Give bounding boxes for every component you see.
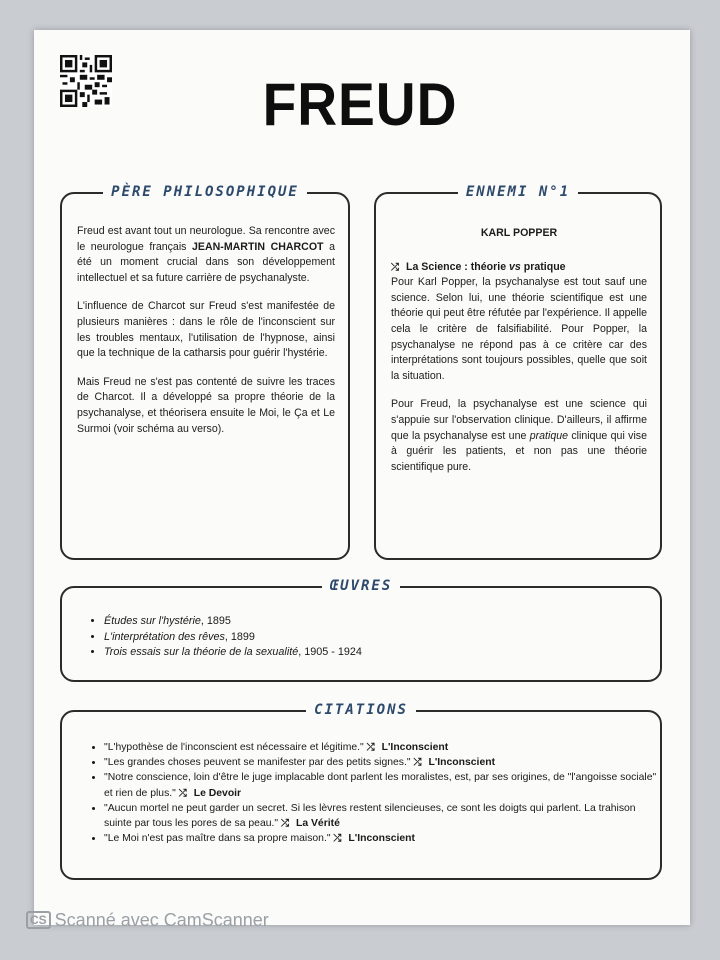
pere-paragraph-3: Mais Freud ne s'est pas contenté de suivre les traces de Charcot. Il a développé sa propre théorie de la psychanalyse, et théorisera ensuite le Moi, le Ça et Le Surmoi (voir schéma au verso). (77, 375, 335, 435)
ennemi-topic: ⤮ La Science : théorie vs pratique (391, 260, 647, 276)
list-item: • L'interprétation des rêves, 1899 (104, 630, 664, 646)
ennemi-heading: ENNEMI N°1 (458, 184, 578, 200)
list-item: • Études sur l'hystérie, 1895 (104, 614, 664, 630)
list-item: • "Le Moi n'est pas maître dans sa propre maison." ⤮ L'Inconscient (104, 831, 664, 846)
citations-heading: CITATIONS (306, 702, 416, 718)
citations-box (60, 702, 662, 880)
shuffle-icon: ⤮ (280, 818, 289, 830)
shuffle-icon: ⤮ (391, 261, 399, 273)
pere-paragraph-2: L'influence de Charcot sur Freud s'est manifestée de plusieurs manières : dans le rôle de l'inconscient sur les troubles mentaux, l'utilisation de l'hypnose, ainsi que la technique de la catharsis pour guérir l'hystérie. (77, 300, 335, 360)
quotes-list (86, 740, 664, 846)
shuffle-icon: ⤮ (178, 787, 187, 799)
pere-philosophique-heading: PÈRE PHILOSOPHIQUE (103, 184, 307, 200)
ennemi-box (374, 184, 662, 560)
list-item: • "Notre conscience, loin d'être le juge implacable dont parlent les moralistes, est, par ses origines, de "l'angoisse sociale" et rien de plus." ⤮ Le Devoir (104, 770, 664, 800)
list-item: • Trois essais sur la théorie de la sexualité, 1905 - 1924 (104, 645, 664, 661)
pere-philosophique-box (60, 184, 350, 560)
shuffle-icon: ⤮ (413, 757, 422, 769)
enemy-name: KARL POPPER (480, 227, 558, 239)
ennemi-paragraph-1: Pour Karl Popper, la psychanalyse est tout sauf une science. Selon lui, une théorie scientifique est une théorie qui peut être réfutée par l'expérience. Il appelle cela le critère de falsifiabilité. Pour Popper, la psychanalyse ne répond pas à ce critère car des interprétations sont toujours possibles, quelle que soit la situation. (391, 276, 647, 382)
ennemi-paragraph-2: Pour Freud, la psychanalyse est une science qui s'appuie sur l'observation clinique. D'ailleurs, il affirme que la psychanalyse est une pratique clinique qui vise à guérir les patients, et non pas une théorie scientifique pure. (391, 398, 647, 473)
pere-paragraph-1: Freud est avant tout un neurologue. Sa rencontre avec le neurologue français JEAN-MARTIN CHARCOT a été un moment crucial dans son développement intellectuel et sa future carrière de psychanalyste. (77, 225, 335, 284)
camscanner-logo: CS (26, 911, 51, 929)
shuffle-icon: ⤮ (333, 833, 342, 845)
oeuvres-box (60, 578, 662, 682)
page-title: FREUD (262, 71, 458, 138)
shuffle-icon: ⤮ (366, 742, 375, 753)
list-item: • "Les grandes choses peuvent se manifester par des petits signes." ⤮ L'Inconscient (104, 755, 664, 770)
camscanner-watermark: CS Scanné avec CamScanner (26, 910, 269, 931)
list-item: • "L'hypothèse de l'inconscient est nécessaire et légitime." ⤮ L'Inconscient (104, 740, 664, 755)
charcot-name: JEAN-MARTIN CHARCOT (192, 240, 324, 253)
works-list (86, 614, 664, 661)
list-item: • "Aucun mortel ne peut garder un secret. Si les lèvres restent silencieuses, ce sont les doigts qui parlent. La trahison suinte par tous les pores de sa peau." ⤮ La Vérité (104, 801, 664, 831)
oeuvres-heading: ŒUVRES (322, 578, 401, 594)
